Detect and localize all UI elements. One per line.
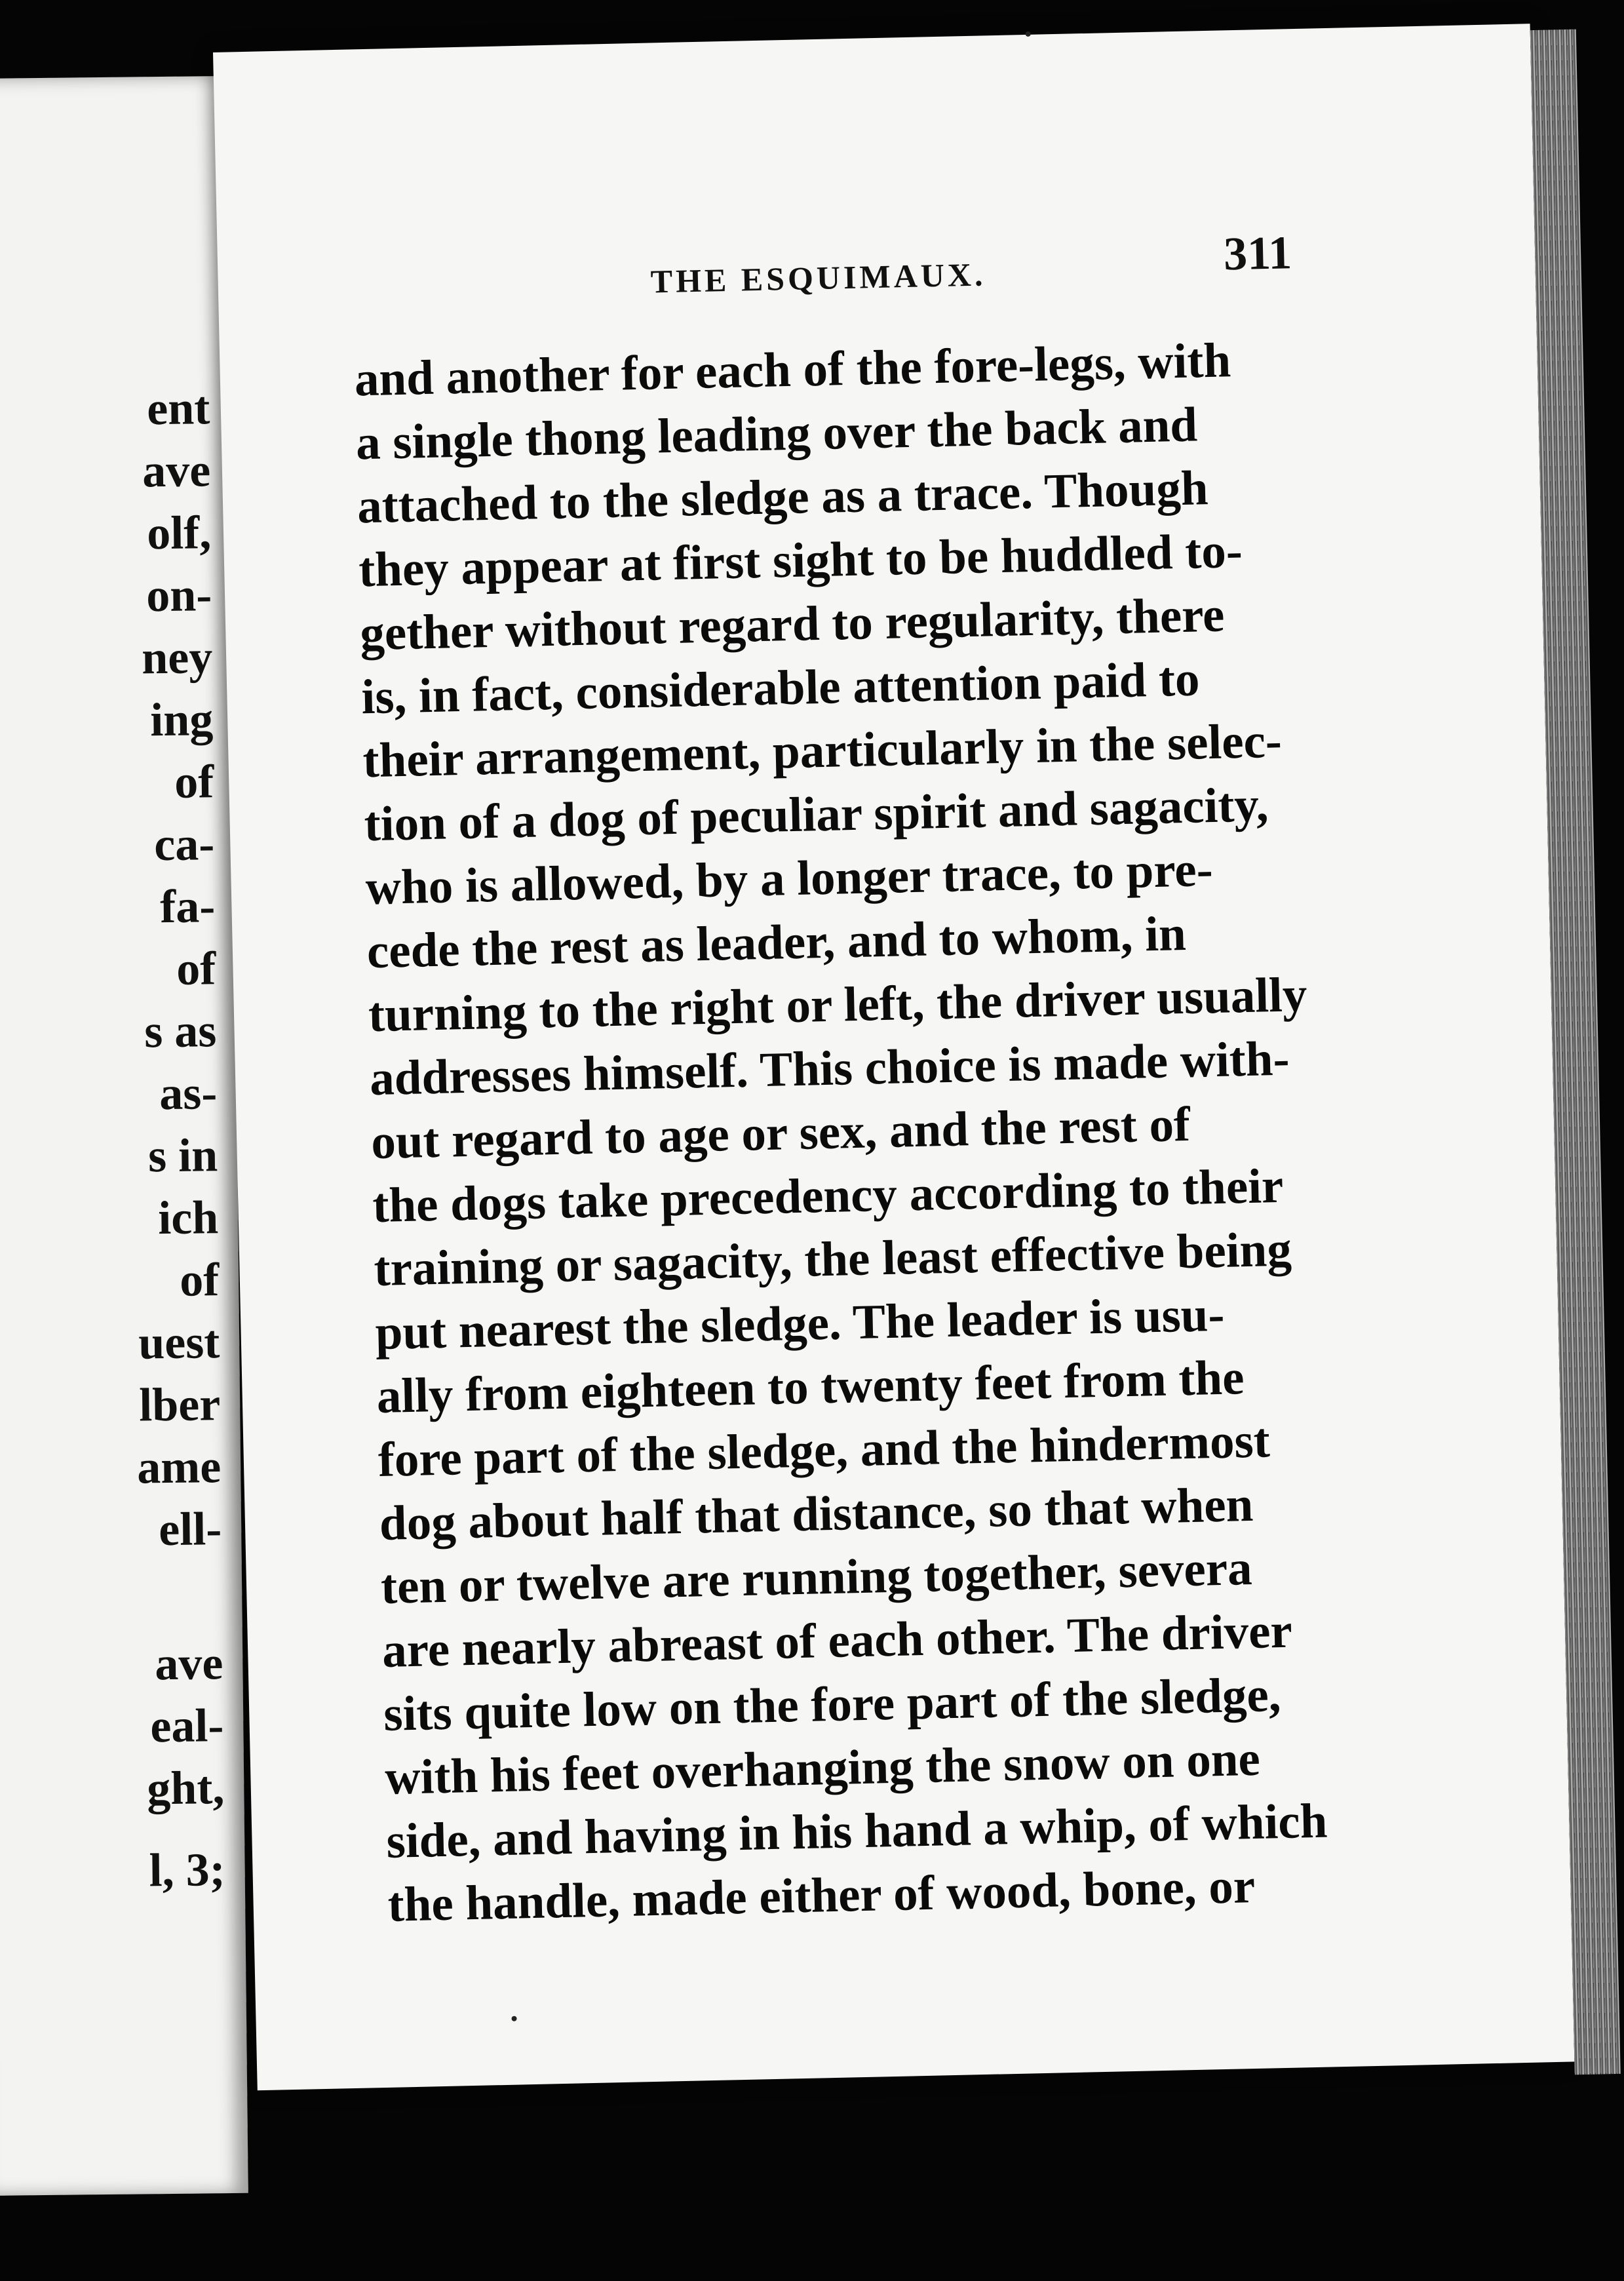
left-line-fragment: of	[174, 755, 214, 808]
left-line-fragment: lber	[138, 1378, 221, 1432]
right-page	[213, 24, 1574, 2090]
left-line-fragment: ell-	[158, 1502, 222, 1556]
left-line-fragment: l, 3;	[149, 1843, 226, 1897]
text-line: turning to the right or left, the driver usually	[368, 967, 1308, 1043]
text-line: with his feet overhanging the snow on one	[384, 1731, 1261, 1805]
text-line: fore part of the sledge, and the hindermost	[377, 1413, 1271, 1488]
text-line: gether without regard to regularity, there	[359, 587, 1226, 661]
text-line: ten or twelve are running together, severa	[380, 1540, 1253, 1614]
text-line: attached to the sledge as a trace. Though	[357, 461, 1209, 534]
text-line: out regard to age or sex, and the rest of	[370, 1097, 1191, 1170]
text-line: they appear at first sight to be huddled to-	[358, 523, 1243, 598]
ink-speck	[511, 2016, 516, 2021]
left-line-fragment: s in	[147, 1129, 218, 1182]
left-line-fragment: ca-	[153, 817, 215, 871]
text-line: are nearly abreast of each other. The driver	[381, 1603, 1293, 1678]
left-line-fragment: ave	[142, 444, 211, 497]
text-line: ally from eighteen to twenty feet from the	[376, 1350, 1245, 1424]
text-line: training or sagacity, the least effective being	[373, 1222, 1292, 1297]
left-line-fragment: ame	[136, 1440, 222, 1494]
text-line: who is allowed, by a longer trace, to pre-	[364, 842, 1214, 916]
text-line: a single thong leading over the back and	[355, 397, 1198, 471]
text-line: addresses himself. This choice is made with-	[369, 1031, 1290, 1106]
page-edge	[1530, 29, 1621, 2075]
left-line-fragment: on-	[145, 568, 212, 622]
text-line: the handle, made either of wood, bone, or	[387, 1858, 1256, 1932]
left-line-fragment: as-	[159, 1066, 218, 1120]
body-text	[354, 326, 1372, 1937]
text-line: cede the rest as leader, and to whom, in	[366, 906, 1187, 979]
left-line-fragment: ent	[146, 381, 210, 435]
left-line-fragment: of	[176, 942, 216, 995]
left-line-fragment: eal-	[149, 1699, 224, 1753]
left-line-fragment: olf,	[146, 506, 212, 560]
left-line-fragment: ave	[154, 1637, 223, 1690]
running-head: THE ESQUIMAUX.	[650, 256, 987, 300]
text-line: side, and having in his hand a whip, of which	[385, 1793, 1328, 1869]
left-line-fragment: fa-	[159, 880, 216, 933]
text-line: tion of a dog of peculiar spirit and sagacity,	[363, 777, 1269, 852]
left-line-fragment: uest	[138, 1316, 220, 1369]
text-line: the dogs take precedency according to their	[372, 1158, 1285, 1234]
left-line-fragment: of	[179, 1253, 220, 1306]
page-number: 311	[1223, 226, 1292, 281]
left-line-fragment: ght,	[146, 1761, 225, 1815]
text-line: dog about half that distance, so that when	[379, 1477, 1254, 1551]
left-line-fragment: ich	[157, 1191, 219, 1245]
ink-speck	[1026, 31, 1031, 37]
text-line: and another for each of the fore-legs, with	[354, 333, 1231, 407]
text-line: their arrangement, particularly in the selec-	[362, 713, 1283, 789]
left-line-fragment: s as	[144, 1004, 217, 1058]
text-line: put nearest the sledge. The leader is usu-	[374, 1287, 1226, 1361]
left-line-fragment: ney	[141, 631, 213, 684]
text-line: is, in fact, considerable attention paid to	[360, 652, 1201, 725]
left-page-fragment	[0, 76, 248, 2196]
text-line: sits quite low on the fore part of the sledge,	[383, 1667, 1282, 1742]
left-line-fragment: ing	[149, 693, 214, 747]
